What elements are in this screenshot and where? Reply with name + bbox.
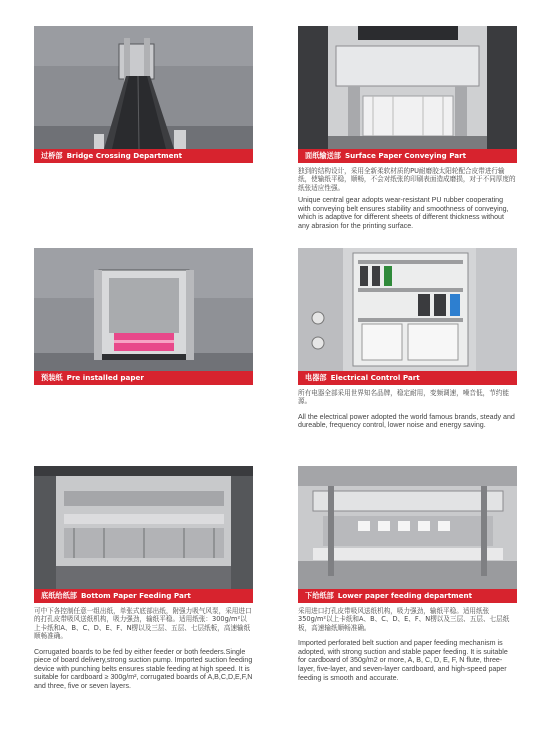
electrical-title-en: Electrical Control Part bbox=[330, 373, 420, 382]
lower-desc-en: Imported perforated belt suction and paper feeding mechanism is adopted, with strong suction and stable paper feeding. It is suitable for cardboard of 350g/m2 or more, A, B, C, D, E, F, N flute, three-layer, five-layer, and seven-layer cardboard, and high-speed paper feeding is smooth and accurate. bbox=[298, 639, 508, 682]
lower-title-en: Lower paper feeding department bbox=[337, 591, 473, 600]
section-electrical bbox=[298, 248, 517, 437]
lower-photo bbox=[298, 466, 517, 589]
preinstalled-title-bar bbox=[34, 371, 253, 385]
bottom-title-cn: 底纸给纸部 bbox=[41, 591, 77, 600]
electrical-desc-en: All the electrical power adopted the world famous brands, steady and dureable, frequency control, lower noise and energy saving. bbox=[298, 412, 515, 430]
bottom-description bbox=[34, 607, 253, 691]
surface-desc-cn: 独到的结构设计，采用全新柔软材质的PU耐磨胶太阳轮配合皮带进行输纸，使输纸平稳，顺畅，不会对纸张的印刷表面造成磨损，对于不同厚度的纸张适应性强。 bbox=[298, 167, 516, 192]
electrical-title-bar bbox=[298, 371, 517, 385]
surface-description bbox=[298, 167, 517, 231]
preinstalled-title-en: Pre installed paper bbox=[66, 373, 144, 382]
bottom-title-bar bbox=[34, 589, 253, 603]
lower-title-cn: 下给纸部 bbox=[305, 591, 334, 600]
bridge-photo bbox=[34, 26, 253, 149]
lower-description bbox=[298, 607, 517, 682]
section-lower bbox=[298, 466, 517, 689]
preinstalled-title-cn: 预装纸 bbox=[41, 373, 63, 382]
lower-title-bar bbox=[298, 589, 517, 603]
electrical-desc-cn: 所有电器全部采用世界知名品牌，稳定耐用，变频调速，噪音低，节约能源。 bbox=[298, 389, 509, 406]
surface-desc-en: Unique central gear adopts wear-resistant PU rubber cooperating with conveying belt ensures stability and smoothness of conveying, which is adaptive for different sheets of different thickness without any abrasion for the printing surface. bbox=[298, 196, 509, 230]
surface-title-en: Surface Paper Conveying Part bbox=[344, 151, 467, 160]
bridge-title-cn: 过桥部 bbox=[41, 151, 63, 160]
surface-title-cn: 面纸输送部 bbox=[305, 151, 341, 160]
preinstalled-photo bbox=[34, 248, 253, 371]
bridge-title-bar bbox=[34, 149, 253, 163]
bottom-desc-en: Corrugated boards to be fed by either feeder or both feeders.Single piece of board delivery,strong suction pump. Imported suction feeding device with punching belts ensures stable feeding at high speed. It is suitable for cardboard ≥ 300g/m², corrugated boards of A,B,C,D,E,F,N and three, five or seven layers. bbox=[34, 647, 253, 690]
section-bottom bbox=[34, 466, 253, 698]
bottom-desc-cn: 可中下各控制任意一组出纸，单张式底部出纸，附强力吸气风泵，采用进口的打孔皮带吸风送纸机构，吸力强劲，输纸平稳。适用纸张：300g/m²以上卡纸和A、B、C、D、E、F、N楞以及三层、五层、七层纸板，高速输纸顺畅准确。 bbox=[34, 607, 252, 641]
section-surface bbox=[298, 26, 517, 238]
surface-title-bar bbox=[298, 149, 517, 163]
lower-desc-cn: 采用进口打孔皮带吸风送纸机构，吸力强劲，输纸平稳。适用纸张350g/m²以上卡纸和A、B、C、D、E、F、N楞以及三层、五层、七层纸板，高速输纸顺畅准确。 bbox=[298, 607, 510, 632]
electrical-photo bbox=[298, 248, 517, 371]
bottom-photo bbox=[34, 466, 253, 589]
electrical-title-cn: 电器部 bbox=[305, 373, 327, 382]
bottom-title-en: Bottom Paper Feeding Part bbox=[80, 591, 191, 600]
electrical-description bbox=[298, 389, 517, 430]
surface-photo bbox=[298, 26, 517, 149]
section-preinstalled bbox=[34, 248, 253, 385]
bridge-title-en: Bridge Crossing Department bbox=[66, 151, 183, 160]
section-bridge bbox=[34, 26, 253, 163]
